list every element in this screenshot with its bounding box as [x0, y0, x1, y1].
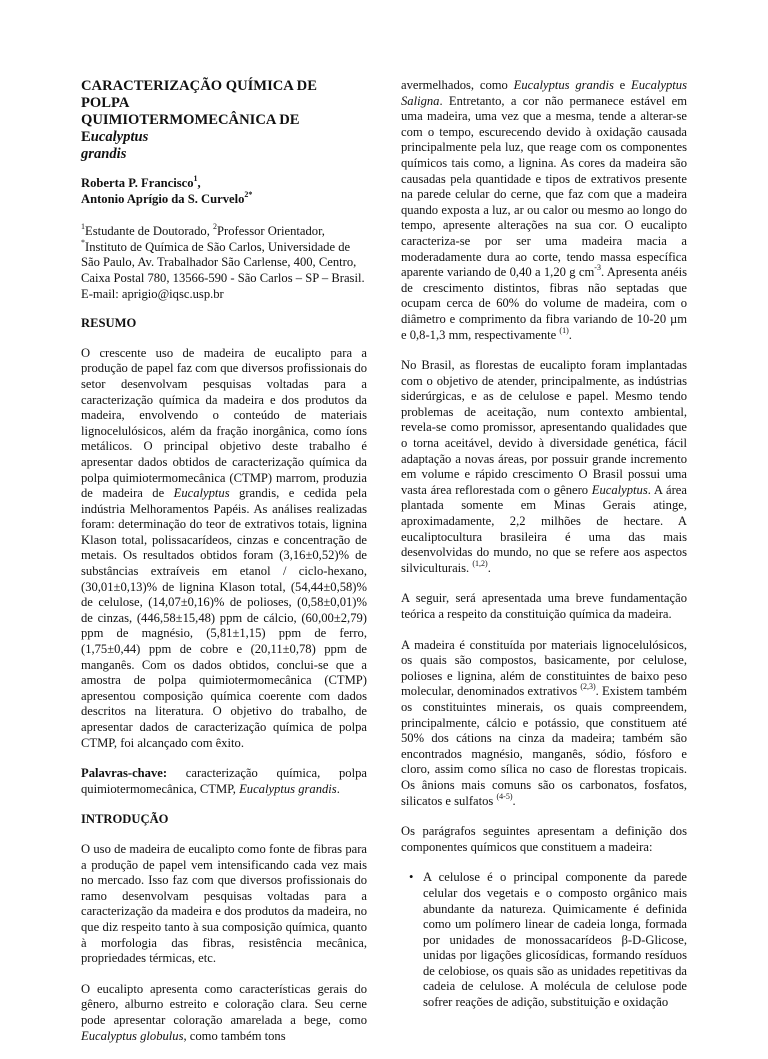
intro-paragraph-2	[81, 982, 367, 1044]
resumo-paragraph	[81, 346, 367, 751]
r1-ref: (1)	[559, 325, 569, 335]
author-1-sup: 1	[193, 174, 198, 183]
title-line-1: CARACTERIZAÇÃO QUÍMICA DE POLPA	[81, 78, 317, 111]
author-1: Roberta P. Francisco	[81, 176, 194, 190]
resumo-italic: Eucalyptus	[173, 486, 230, 501]
affil-sup-2: 2	[213, 222, 218, 232]
bullet-text: A celulose é o principal componente da parede celular dos vegetais e o composto orgânico mais abundante da natureza. Quimicamente é definida como um polímero linear de cadeia longa, formada por unidades de monossacarídeos β-D-Glicose, unidas por ligações glicosídicas, formando resíduos de celobiose, os quais são as unidades repetitivas da cadeia de celulose. A molécula de celulose pode sofrer reações de adição, substituição e oxidação	[423, 870, 687, 1010]
affil-sup-1: 1	[81, 222, 85, 232]
resumo-text-a: O crescente uso de madeira de eucalipto para a produção de papel faz com que diversos profissionais do setor desenvolvam pesquisas voltadas para a caracterização química da madeira e dos produtos da madeira, envolvendo o conteúdo de materiais lignocelulósicos, além da fração inorgânica, como íons metálicos. O principal objetivo deste trabalho é apresentar dados obtidos de caracterização química da polpa quimiotermomecânica (CTMP) marrom, produzia de madeira de	[81, 345, 367, 501]
bullet-item-celulose	[401, 870, 687, 1010]
intro-paragraph-1: O uso de madeira de eucalipto como fonte de fibras para a produção de papel vem intensificando cada vez mais no mercado. Isso faz com que diversos profissionais do ramo desenvolvam pesquisas voltadas para a caracterização da madeira e dos produtos da madeira, no que diz respeito tanto à sua composição química, quanto à morfologia das fibras, resistência mecânica, propriedades térmicas, etc.	[81, 841, 367, 966]
r4-text: A madeira é constituída por materiais lignocelulósicos, os quais são compostos, basicamente, por celulose, polioses e lignina, além de constituintes de baixo peso molecular, denominados extrativos	[401, 637, 687, 699]
r4-tail: . Existem também os constituintes minerais, os quais compreendem, principalmente, cálcio e potássio, que constituem até 50% dos cátions na cinza da madeira; também são encontrados magnésio, manganês, sódio, fósforo e cloro, assim como sílica no caso de florestas tropicais. Os ânions mais comuns são os carbonatos, fosfatos, silicatos e sulfatos	[401, 684, 687, 808]
r2-end: .	[487, 560, 491, 575]
resumo-heading: RESUMO	[81, 316, 137, 331]
r1-sup: -3	[594, 263, 601, 273]
intro-paragraph-4: A seguir, será apresentada uma breve fundamentação teórica a respeito da constituição química da madeira.	[401, 591, 687, 621]
authors	[81, 176, 367, 207]
intro-heading: INTRODUÇÃO	[81, 812, 169, 827]
affil-address: Instituto de Química de São Carlos, Universidade de São Paulo, Av. Trabalhador São Carlense, 400, Centro, Caixa Postal 780, 13566-590 - São Carlos – SP – Brasil. E-mail: aprigio@iqsc.usp.br	[81, 239, 365, 301]
r1-end: .	[568, 327, 572, 342]
left-column	[81, 78, 367, 1059]
right-column	[401, 78, 687, 1011]
r4-ref-2: (4-5)	[496, 791, 513, 801]
r2-italic: Eucalyptus	[591, 482, 648, 497]
title-line-2: QUIMIOTERMOMECÂNICA DE E	[81, 112, 300, 145]
keywords-text: caracterização química, polpa quimiotermomecânica, CTMP,	[81, 766, 367, 796]
affil-sup-3: *	[81, 237, 85, 247]
r2-tail: . A área plantada somente em Minas Gerais atinge, aproximadamente, 2,2 milhões de hectare. A eucaliptocultura brasileira é uma das mais desenvolvidas do mundo, no que se refere aos aspectos silviculturais.	[401, 482, 687, 575]
keywords	[81, 766, 367, 797]
r2-text: No Brasil, as florestas de eucalipto foram implantadas com o objetivo de atender, principalmente, as indústrias siderúrgicas, e as de celulose e papel. Mesmo tendo problemas de aceitação, num contexto ambiental, revela-se como promissor, apresentando qualidades que o torna aceitável, devido à diversidade genética, fácil adaptação a novas áreas, por possuir grande incremento em volume e rápido crescimento O Brasil possui uma vasta área reflorestada com o gênero	[401, 358, 687, 497]
author-2-sup: 2*	[244, 189, 253, 199]
author-2: Antonio Aprígio da S. Curvelo	[81, 191, 245, 206]
author-1-comma: ,	[197, 176, 201, 190]
r2-ref: (1,2)	[472, 558, 488, 568]
intro-p2-italic: Eucalyptus globulus	[81, 1028, 184, 1043]
affiliation	[81, 224, 367, 302]
keywords-italic: Eucalyptus grandis	[239, 781, 337, 796]
r1-and: e	[613, 78, 632, 92]
r1-text: . Entretanto, a cor não permanece estável em uma madeira, uma vez que a mesma, tende a alterar-se com o tempo, escurecendo devido à oxidação causada principalmente pela luz, que reage com os componentes químicos tais como, a lignina. As cores da madeira são causadas pela quantidade e tipos de extrativos presente na parede celular do cerne, que faz com que a madeira quando exposta a luz, ar ou calor ou mesmo ao longo do tempo, apresente alterações na sua cor. O eucalipto caracteriza-se por ser uma madeira macia a moderadamente dura ao corte, tendo massa específica aparente variando de 0,40 a 1,20 g cm	[401, 93, 687, 280]
resumo-text-b: grandis, e cedida pela indústria Melhoramentos Papéis. As análises realizadas foram: determinação do teor de extrativos totais, lignina Klason total, polissacarídeos, cinzas e concentração de metais. Os resultados obtidos foram (3,16±0,52)% de substâncias extraíveis em etanol / ciclo-hexano, (30,01±0,13)% de lignina Klason total, (54,44±0,58)% de celulose, (14,07±0,16)% de polioses, (0,58±0,01)% de cinzas, (446,58±15,48) ppm de cálcio, (60,00±2,79) ppm de magnésio, (5,81±1,15) ppm de ferro, (1,75±0,44) ppm de cobre e (20,11±0,78) ppm de manganês. Com os dados obtidos, conclui-se que a amostra de polpa quimiotermomecânica (CTMP) apresentou composição química coerente com dados descritos na literatura. O objetivo do trabalho, de apresentar dados de caracterização química de polpa CTMP, foi alcançado com êxito.	[81, 486, 367, 750]
intro-paragraph-6: Os parágrafos seguintes apresentam a definição dos componentes químicos que constituem a madeira:	[401, 824, 687, 854]
intro-paragraph-5	[401, 638, 687, 810]
r4-ref: (2,3)	[580, 682, 596, 692]
r1-italic-2: Eucalyptus Saligna	[401, 78, 687, 108]
intro-paragraph-3	[401, 358, 687, 576]
intro-p2-text: O eucalipto apresenta como características gerais do gênero, alburno estreito e coloração clara. Seu cerne pode apresentar coloração amarelada a bege, como	[81, 981, 367, 1027]
keywords-end: .	[336, 781, 340, 796]
title-line-3: grandis	[81, 146, 127, 162]
r1-italic-1: Eucalyptus grandis	[513, 78, 614, 92]
r1-tail: . Apresenta anéis de crescimento distintos, fibras não septadas que ocupam cerca de 60% do volume de madeira, com o diâmetro e comprimento da fibra variando de 10-20 µm e 0,8-1,3 mm, respectivamente	[401, 265, 687, 342]
title-line-2-italic: ucalyptus	[90, 129, 149, 145]
paper-title	[81, 78, 367, 163]
intro-p2-tail: , como também tons	[183, 1028, 286, 1043]
intro-paragraph-2-cont	[401, 78, 687, 343]
r1-pre: avermelhados, como	[401, 78, 514, 92]
keywords-label: Palavras-chave:	[81, 766, 168, 781]
affil-role-1: Estudante de Doutorado,	[85, 224, 214, 239]
bullet-dot: •	[409, 870, 414, 885]
r4-end: .	[512, 793, 516, 808]
affil-role-2: Professor Orientador,	[217, 224, 325, 239]
